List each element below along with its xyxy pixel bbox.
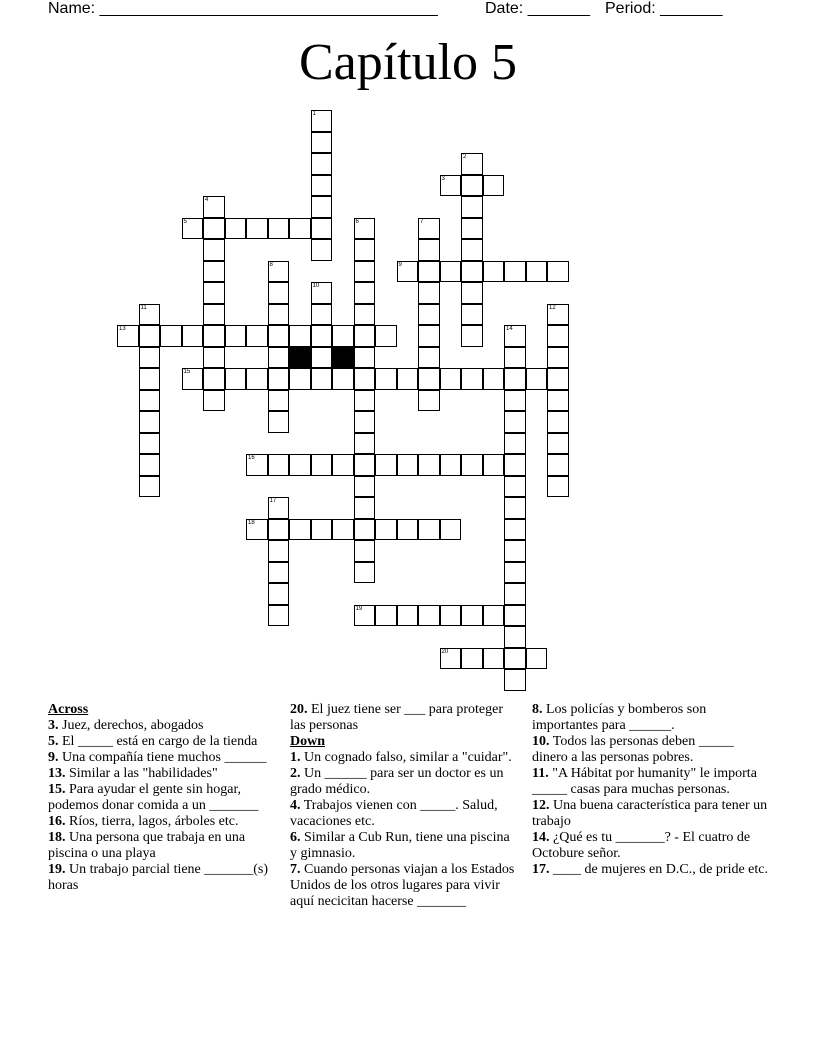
grid-cell[interactable] — [440, 519, 462, 541]
clue-number: 9 — [398, 261, 402, 268]
grid-cell[interactable] — [311, 325, 333, 347]
grid-cell[interactable] — [268, 562, 290, 584]
clue-down-4: 4. Trabajos vienen con _____. Salud, vacaciones etc. — [290, 798, 498, 829]
grid-cell[interactable] — [547, 390, 569, 412]
clue-number: 19 — [355, 605, 363, 612]
grid-cell[interactable] — [375, 454, 397, 476]
grid-cell[interactable] — [354, 497, 376, 519]
grid-cell[interactable] — [139, 433, 161, 455]
grid-cell[interactable] — [504, 261, 526, 283]
clue-number: 7 — [420, 218, 424, 225]
grid-cell[interactable] — [375, 368, 397, 390]
grid-cell[interactable] — [461, 368, 483, 390]
grid-cell[interactable] — [311, 175, 333, 197]
grid-cell[interactable] — [397, 261, 419, 283]
clues-column-3 — [532, 702, 772, 878]
clue-across-13: 13. Similar a las "habilidades" — [48, 766, 218, 781]
clue-across-15: 15. Para ayudar el gente sin hogar, podemos donar comida a un _______ — [48, 782, 259, 813]
grid-cell[interactable] — [311, 454, 333, 476]
grid-cell[interactable] — [354, 390, 376, 412]
grid-cell[interactable] — [526, 261, 548, 283]
clue-down-8: 8. Los policías y bomberos son importantes para ______. — [532, 702, 707, 733]
grid-cell[interactable] — [268, 583, 290, 605]
grid-cell[interactable] — [139, 454, 161, 476]
across-heading: Across — [48, 702, 89, 717]
grid-cell[interactable] — [332, 325, 354, 347]
grid-cell[interactable] — [246, 368, 268, 390]
grid-cell[interactable] — [504, 476, 526, 498]
grid-cell[interactable] — [461, 218, 483, 240]
grid-cell[interactable] — [547, 476, 569, 498]
grid-cell[interactable] — [397, 368, 419, 390]
grid-cell[interactable] — [375, 325, 397, 347]
grid-cell[interactable] — [160, 325, 182, 347]
grid-cell[interactable] — [397, 605, 419, 627]
grid-cell[interactable] — [354, 562, 376, 584]
grid-cell[interactable] — [504, 583, 526, 605]
grid-cell[interactable] — [354, 605, 376, 627]
grid-cell[interactable] — [418, 454, 440, 476]
grid-cell[interactable] — [203, 196, 225, 218]
grid-cell[interactable] — [504, 562, 526, 584]
grid-cell[interactable] — [526, 648, 548, 670]
clue-number: 17 — [269, 498, 277, 504]
grid-cell[interactable] — [375, 605, 397, 627]
clue-number: 2 — [463, 154, 467, 160]
grid-cell[interactable] — [547, 411, 569, 433]
clue-down-7: 7. Cuando personas viajan a los Estados Unidos de los otros lugares para vivir aquí necicitan hacerse _______ — [290, 862, 515, 909]
grid-cell[interactable] — [203, 239, 225, 261]
grid-cell[interactable] — [354, 454, 376, 476]
grid-cell[interactable] — [547, 433, 569, 455]
clue-number: 1 — [312, 111, 316, 117]
grid-cell[interactable] — [289, 454, 311, 476]
grid-cell[interactable] — [139, 325, 161, 347]
grid-cell[interactable] — [268, 411, 290, 433]
grid-cell[interactable] — [504, 454, 526, 476]
grid-cell[interactable] — [483, 368, 505, 390]
grid-cell[interactable] — [268, 261, 290, 283]
grid-cell[interactable] — [461, 304, 483, 326]
grid-cell[interactable] — [504, 605, 526, 627]
grid-cell[interactable] — [397, 519, 419, 541]
grid-cell[interactable] — [461, 325, 483, 347]
grid-cell[interactable] — [440, 261, 462, 283]
grid-cell[interactable] — [311, 218, 333, 240]
clue-number: 14 — [506, 326, 513, 332]
grid-cell[interactable] — [547, 454, 569, 476]
grid-cell[interactable] — [268, 454, 290, 476]
clue-down-11: 11. "A Hábitat por humanity" le importa _____ casas para muchas personas. — [532, 766, 757, 797]
grid-cell[interactable] — [547, 368, 569, 390]
grid-cell[interactable] — [311, 304, 333, 326]
grid-cell[interactable] — [203, 261, 225, 283]
grid-cell[interactable] — [268, 497, 290, 519]
clue-down-12: 12. Una buena característica para tener un trabajo — [532, 798, 768, 829]
grid-cell[interactable] — [354, 304, 376, 326]
grid-cell[interactable] — [461, 648, 483, 670]
grid-cell[interactable] — [203, 368, 225, 390]
grid-cell[interactable] — [483, 454, 505, 476]
grid-cell[interactable] — [225, 368, 247, 390]
grid-cell[interactable] — [375, 519, 397, 541]
grid-cell[interactable] — [547, 261, 569, 283]
clue-number: 3 — [441, 175, 445, 182]
grid-cell[interactable] — [418, 368, 440, 390]
name-field[interactable]: Name: ______________________________________ — [48, 0, 438, 17]
clue-across-9: 9. Una compañía tiene muchos ______ — [48, 750, 267, 765]
grid-cell[interactable] — [289, 218, 311, 240]
clue-across-19: 19. Un trabajo parcial tiene _______(s) horas — [48, 862, 269, 893]
grid-cell[interactable] — [203, 325, 225, 347]
grid-cell[interactable] — [246, 218, 268, 240]
clue-number: 15 — [183, 369, 191, 375]
grid-cell[interactable] — [547, 304, 569, 326]
grid-cell[interactable] — [354, 282, 376, 304]
grid-cell[interactable] — [203, 347, 225, 369]
grid-cell[interactable] — [268, 605, 290, 627]
clue-number: 6 — [355, 218, 359, 225]
grid-cell[interactable] — [289, 368, 311, 390]
grid-cell[interactable] — [268, 390, 290, 412]
grid-cell[interactable] — [311, 239, 333, 261]
clue-number: 20 — [441, 648, 449, 655]
grid-cell[interactable] — [268, 368, 290, 390]
grid-cell[interactable] — [139, 347, 161, 369]
grid-cell[interactable] — [139, 304, 161, 326]
grid-cell[interactable] — [311, 153, 333, 175]
grid-cell[interactable] — [397, 454, 419, 476]
grid-cell[interactable] — [117, 325, 139, 347]
grid-cell[interactable] — [504, 368, 526, 390]
grid-cell[interactable] — [461, 239, 483, 261]
grid-cell[interactable] — [268, 218, 290, 240]
grid-block — [289, 347, 311, 369]
grid-cell[interactable] — [311, 282, 333, 304]
period-field[interactable]: Period: _______ — [605, 0, 723, 17]
grid-cell[interactable] — [354, 261, 376, 283]
grid-cell[interactable] — [354, 368, 376, 390]
clue-number: 8 — [269, 261, 273, 268]
clue-across-18: 18. Una persona que trabaja en una piscina o una playa — [48, 830, 246, 861]
grid-cell[interactable] — [182, 368, 204, 390]
grid-cell[interactable] — [504, 433, 526, 455]
grid-cell[interactable] — [354, 433, 376, 455]
clue-down-17: 17. ____ de mujeres en D.C., de pride etc. — [532, 862, 768, 877]
grid-cell[interactable] — [139, 476, 161, 498]
clue-down-10: 10. Todos las personas deben _____ dinero a las personas pobres. — [532, 734, 734, 765]
grid-cell[interactable] — [311, 347, 333, 369]
grid-cell[interactable] — [139, 368, 161, 390]
grid-block — [332, 347, 354, 369]
grid-cell[interactable] — [440, 648, 462, 670]
grid-cell[interactable] — [354, 218, 376, 240]
grid-cell[interactable] — [246, 519, 268, 541]
clue-down-6: 6. Similar a Cub Run, tiene una piscina y gimnasio. — [290, 830, 510, 861]
grid-cell[interactable] — [461, 153, 483, 175]
grid-cell[interactable] — [418, 304, 440, 326]
grid-cell[interactable] — [461, 454, 483, 476]
grid-cell[interactable] — [268, 325, 290, 347]
clue-number: 12 — [549, 304, 556, 311]
grid-cell[interactable] — [440, 175, 462, 197]
grid-cell[interactable] — [203, 218, 225, 240]
grid-cell[interactable] — [418, 239, 440, 261]
grid-cell[interactable] — [418, 282, 440, 304]
clues-column-1 — [48, 702, 273, 894]
grid-cell[interactable] — [547, 325, 569, 347]
grid-cell[interactable] — [504, 540, 526, 562]
clue-across-3: 3. Juez, derechos, abogados — [48, 718, 204, 733]
grid-cell[interactable] — [504, 669, 526, 691]
grid-cell[interactable] — [354, 519, 376, 541]
grid-cell[interactable] — [332, 454, 354, 476]
grid-cell[interactable] — [203, 390, 225, 412]
clue-number: 16 — [248, 455, 255, 461]
grid-cell[interactable] — [246, 454, 268, 476]
grid-cell[interactable] — [289, 325, 311, 347]
clue-down-14: 14. ¿Qué es tu _______? - El cuatro de Octobure señor. — [532, 830, 751, 861]
grid-cell[interactable] — [139, 411, 161, 433]
grid-cell[interactable] — [418, 261, 440, 283]
grid-cell[interactable] — [418, 347, 440, 369]
grid-cell[interactable] — [418, 325, 440, 347]
grid-cell[interactable] — [483, 175, 505, 197]
grid-cell[interactable] — [354, 411, 376, 433]
grid-cell[interactable] — [418, 218, 440, 240]
grid-cell[interactable] — [440, 368, 462, 390]
clue-number: 13 — [119, 326, 126, 332]
grid-cell[interactable] — [332, 368, 354, 390]
grid-cell[interactable] — [461, 282, 483, 304]
grid-cell[interactable] — [461, 175, 483, 197]
grid-cell[interactable] — [268, 304, 290, 326]
grid-cell[interactable] — [354, 239, 376, 261]
clue-number: 5 — [183, 218, 187, 225]
date-field[interactable]: Date: _______ — [485, 0, 590, 17]
grid-cell[interactable] — [311, 519, 333, 541]
grid-cell[interactable] — [440, 605, 462, 627]
grid-cell[interactable] — [483, 261, 505, 283]
grid-cell[interactable] — [268, 347, 290, 369]
clue-number: 10 — [312, 283, 320, 289]
clue-down-1: 1. Un cognado falso, similar a "cuidar". — [290, 750, 512, 765]
grid-cell[interactable] — [418, 390, 440, 412]
grid-cell[interactable] — [526, 368, 548, 390]
grid-cell[interactable] — [547, 347, 569, 369]
grid-cell[interactable] — [504, 325, 526, 347]
clues-column-2 — [290, 702, 520, 910]
page-title: Capítulo 5 — [298, 34, 518, 91]
grid-cell[interactable] — [440, 454, 462, 476]
grid-cell[interactable] — [139, 390, 161, 412]
grid-cell[interactable] — [504, 626, 526, 648]
clue-across-20: 20. El juez tiene ser ___ para proteger las personas — [290, 702, 504, 733]
grid-cell[interactable] — [268, 540, 290, 562]
grid-cell[interactable] — [225, 218, 247, 240]
grid-cell[interactable] — [311, 368, 333, 390]
clue-number: 4 — [205, 197, 209, 203]
grid-cell[interactable] — [246, 325, 268, 347]
grid-cell[interactable] — [268, 282, 290, 304]
grid-cell[interactable] — [203, 304, 225, 326]
grid-cell[interactable] — [504, 347, 526, 369]
grid-cell[interactable] — [461, 196, 483, 218]
grid-cell[interactable] — [182, 218, 204, 240]
grid-cell[interactable] — [311, 110, 333, 132]
grid-cell[interactable] — [354, 476, 376, 498]
grid-cell[interactable] — [461, 261, 483, 283]
clue-down-2: 2. Un ______ para ser un doctor es un grado médico. — [290, 766, 504, 797]
grid-cell[interactable] — [332, 519, 354, 541]
grid-cell[interactable] — [182, 325, 204, 347]
grid-cell[interactable] — [483, 605, 505, 627]
grid-cell[interactable] — [418, 519, 440, 541]
grid-cell[interactable] — [311, 196, 333, 218]
clue-number: 11 — [140, 304, 147, 311]
grid-cell[interactable] — [354, 325, 376, 347]
grid-cell[interactable] — [504, 390, 526, 412]
grid-cell[interactable] — [483, 648, 505, 670]
grid-cell[interactable] — [311, 132, 333, 154]
grid-cell[interactable] — [504, 519, 526, 541]
grid-cell[interactable] — [504, 411, 526, 433]
clue-across-16: 16. Ríos, tierra, lagos, árboles etc. — [48, 814, 239, 829]
clue-number: 18 — [248, 519, 255, 526]
grid-cell[interactable] — [203, 282, 225, 304]
grid-cell[interactable] — [354, 540, 376, 562]
grid-cell[interactable] — [225, 325, 247, 347]
grid-cell[interactable] — [268, 519, 290, 541]
grid-cell[interactable] — [504, 648, 526, 670]
down-heading: Down — [290, 734, 326, 749]
grid-cell[interactable] — [354, 347, 376, 369]
grid-cell[interactable] — [289, 519, 311, 541]
clue-across-5: 5. El _____ está en cargo de la tienda — [48, 734, 258, 749]
grid-cell[interactable] — [504, 497, 526, 519]
grid-cell[interactable] — [461, 605, 483, 627]
grid-cell[interactable] — [418, 605, 440, 627]
